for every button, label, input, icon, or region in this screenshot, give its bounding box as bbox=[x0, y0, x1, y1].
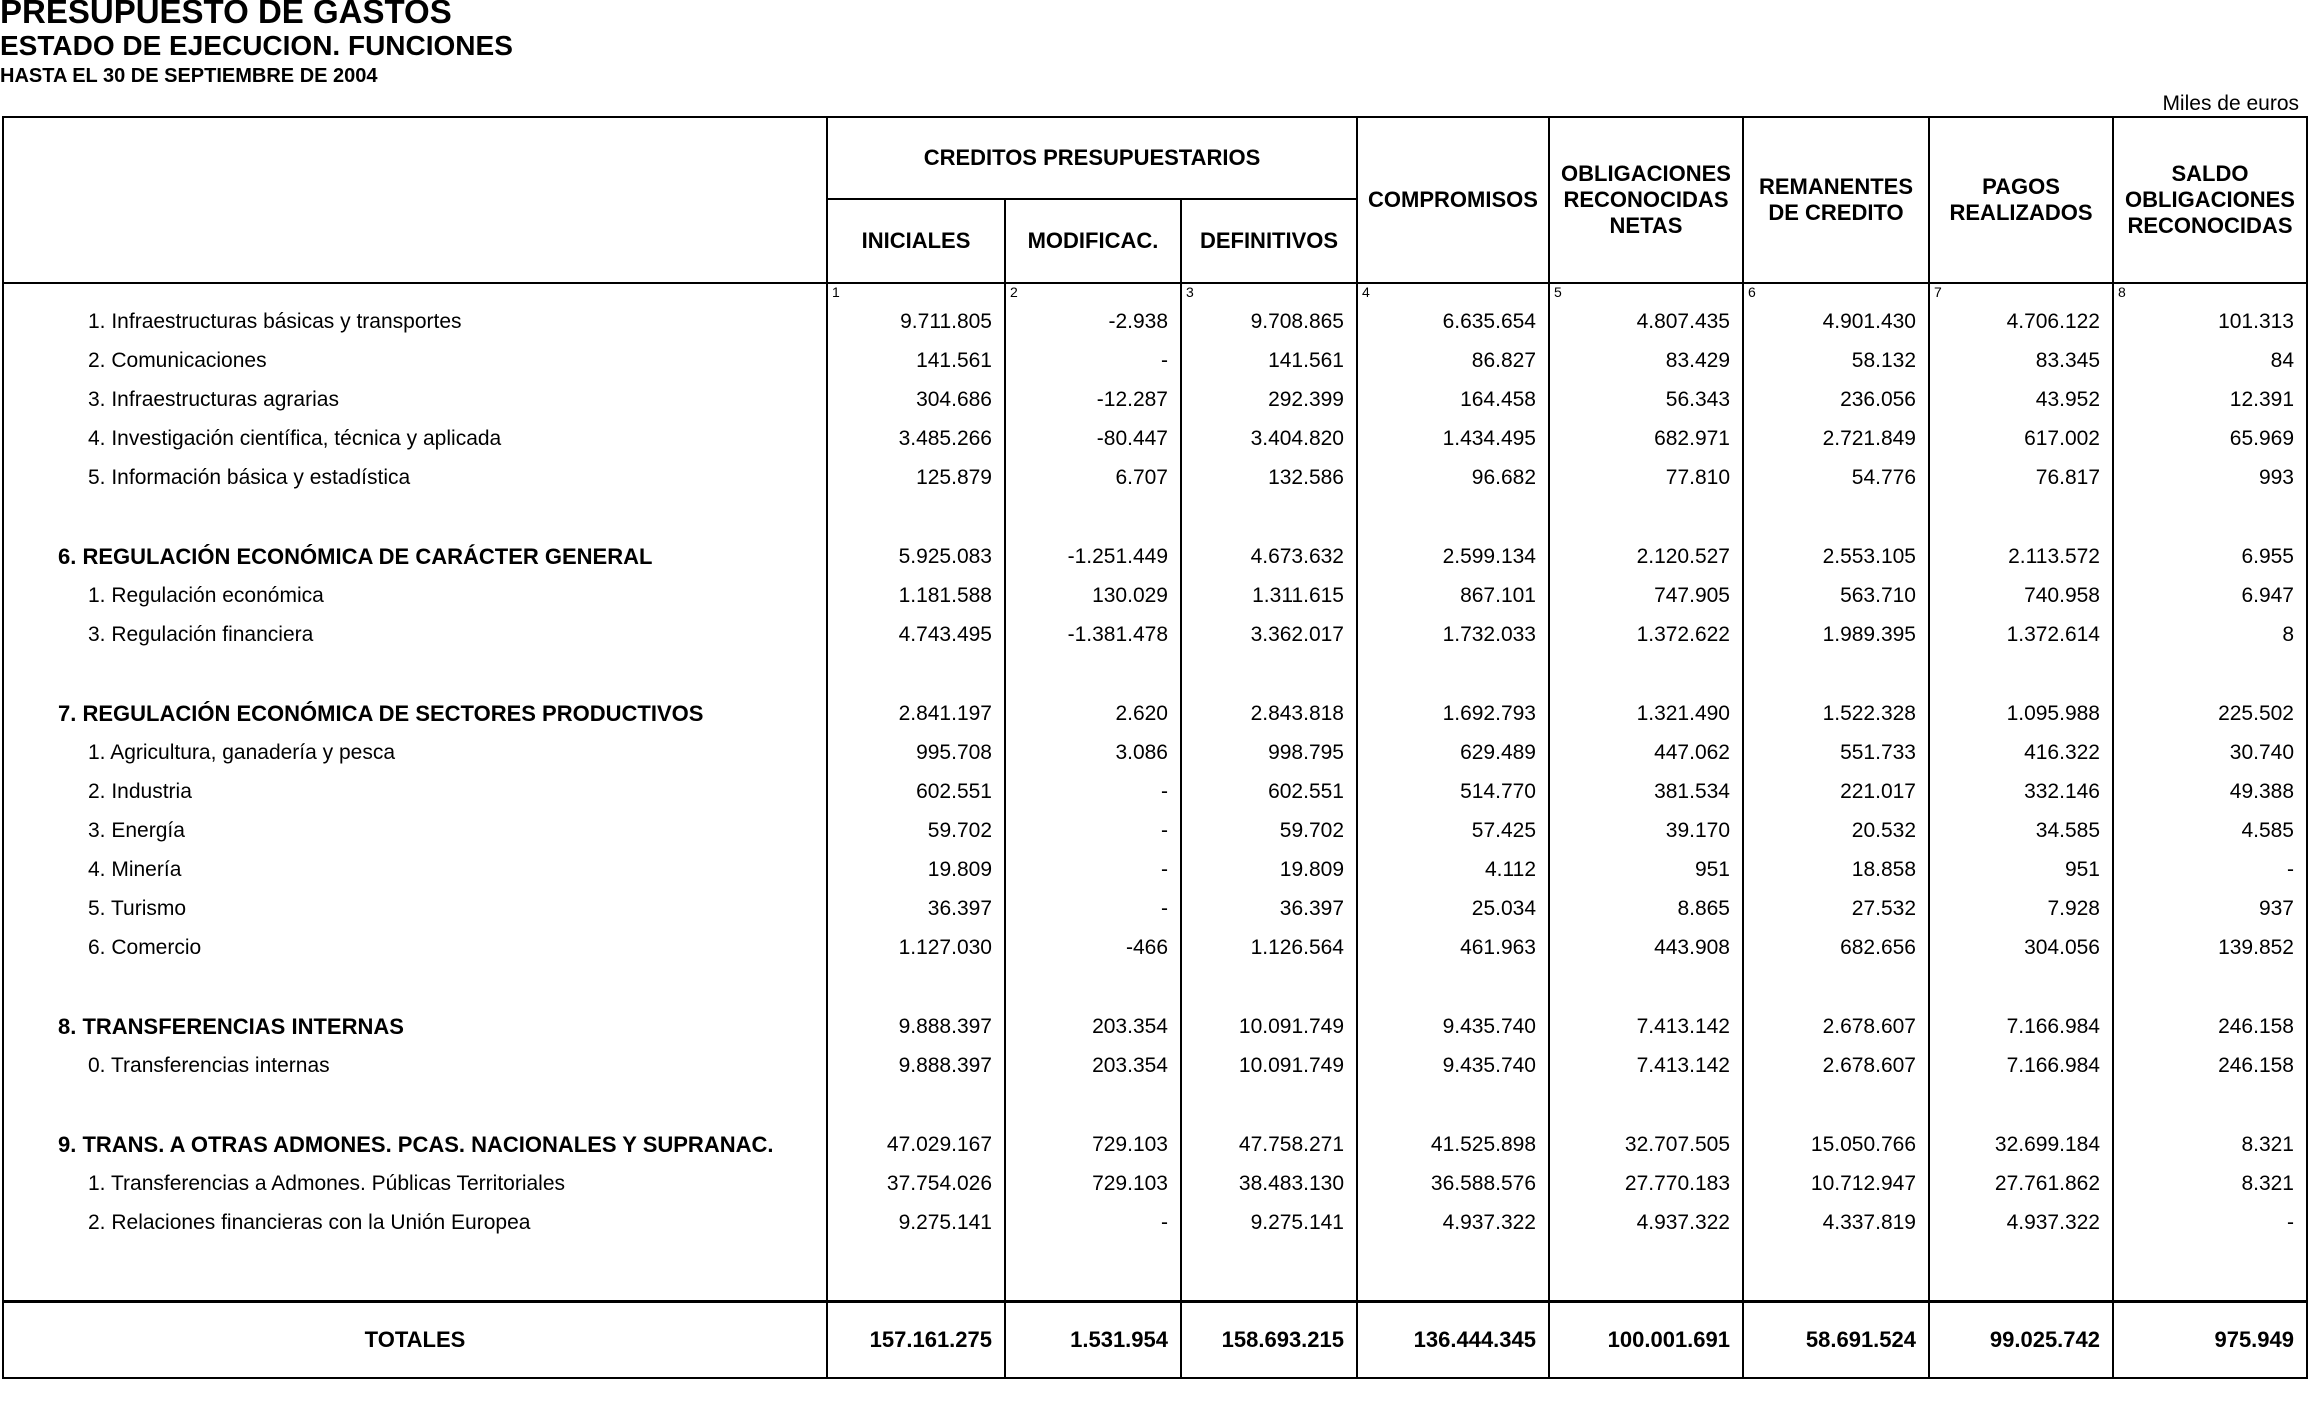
row-label: 3. Energía bbox=[3, 811, 827, 850]
value-cell: 38.483.130 bbox=[1181, 1164, 1357, 1203]
spacer-cell bbox=[1549, 1085, 1743, 1125]
value-cell: 30.740 bbox=[2113, 733, 2307, 772]
row-label: 4. Minería bbox=[3, 850, 827, 889]
value-cell: 629.489 bbox=[1357, 733, 1549, 772]
column-index: 1 bbox=[827, 283, 1005, 302]
value-cell: 18.858 bbox=[1743, 850, 1929, 889]
spacer-cell bbox=[827, 497, 1005, 537]
value-cell: 740.958 bbox=[1929, 576, 2113, 615]
table-row bbox=[3, 302, 2307, 341]
value-cell: 59.702 bbox=[1181, 811, 1357, 850]
spacer-cell bbox=[1549, 967, 1743, 1007]
spacer-row bbox=[3, 654, 2307, 694]
budget-table bbox=[2, 116, 2308, 1379]
header-modificac: MODIFICAC. bbox=[1005, 199, 1181, 283]
value-cell: 19.809 bbox=[1181, 850, 1357, 889]
total-cell: 1.531.954 bbox=[1005, 1302, 1181, 1379]
value-cell: 2.678.607 bbox=[1743, 1007, 1929, 1046]
spacer-cell bbox=[827, 1085, 1005, 1125]
value-cell: 3.404.820 bbox=[1181, 419, 1357, 458]
header-creditos: CREDITOS PRESUPUESTARIOS bbox=[827, 117, 1357, 199]
value-cell: 9.435.740 bbox=[1357, 1007, 1549, 1046]
value-cell: 101.313 bbox=[2113, 302, 2307, 341]
value-cell: 4.585 bbox=[2113, 811, 2307, 850]
row-label: 6. Comercio bbox=[3, 928, 827, 967]
spacer-cell bbox=[3, 967, 827, 1007]
value-cell: 747.905 bbox=[1549, 576, 1743, 615]
column-index-row bbox=[3, 283, 2307, 302]
value-cell: 39.170 bbox=[1549, 811, 1743, 850]
spacer-row bbox=[3, 1085, 2307, 1125]
value-cell: 292.399 bbox=[1181, 380, 1357, 419]
value-cell: 443.908 bbox=[1549, 928, 1743, 967]
value-cell: 1.321.490 bbox=[1549, 694, 1743, 733]
table-row bbox=[3, 419, 2307, 458]
value-cell: 125.879 bbox=[827, 458, 1005, 497]
value-cell: 34.585 bbox=[1929, 811, 2113, 850]
table-row bbox=[3, 850, 2307, 889]
table-row bbox=[3, 1125, 2307, 1164]
spacer-cell bbox=[1181, 654, 1357, 694]
value-cell: 7.413.142 bbox=[1549, 1007, 1743, 1046]
value-cell: 682.971 bbox=[1549, 419, 1743, 458]
report-subtitle: ESTADO DE EJECUCION. FUNCIONES bbox=[0, 30, 513, 61]
table-row bbox=[3, 615, 2307, 654]
total-cell: 158.693.215 bbox=[1181, 1302, 1357, 1379]
value-cell: 47.029.167 bbox=[827, 1125, 1005, 1164]
value-cell: 8.865 bbox=[1549, 889, 1743, 928]
value-cell: 9.888.397 bbox=[827, 1046, 1005, 1085]
value-cell: 3.485.266 bbox=[827, 419, 1005, 458]
table-row bbox=[3, 1046, 2307, 1085]
value-cell: 1.372.614 bbox=[1929, 615, 2113, 654]
spacer-cell bbox=[1743, 1085, 1929, 1125]
value-cell: 2.721.849 bbox=[1743, 419, 1929, 458]
value-cell: -12.287 bbox=[1005, 380, 1181, 419]
value-cell: 1.692.793 bbox=[1357, 694, 1549, 733]
value-cell: 43.952 bbox=[1929, 380, 2113, 419]
value-cell: 4.112 bbox=[1357, 850, 1549, 889]
value-cell: 96.682 bbox=[1357, 458, 1549, 497]
value-cell: 993 bbox=[2113, 458, 2307, 497]
value-cell: - bbox=[1005, 889, 1181, 928]
value-cell: 1.732.033 bbox=[1357, 615, 1549, 654]
column-index-blank bbox=[3, 283, 827, 302]
units-label: Miles de euros bbox=[2162, 92, 2299, 115]
value-cell: 36.397 bbox=[1181, 889, 1357, 928]
column-index: 6 bbox=[1743, 283, 1929, 302]
value-cell: 203.354 bbox=[1005, 1007, 1181, 1046]
row-label: 0. Transferencias internas bbox=[3, 1046, 827, 1085]
value-cell: 132.586 bbox=[1181, 458, 1357, 497]
value-cell: 4.937.322 bbox=[1549, 1203, 1743, 1242]
value-cell: 27.761.862 bbox=[1929, 1164, 2113, 1203]
value-cell: 84 bbox=[2113, 341, 2307, 380]
total-cell: 100.001.691 bbox=[1549, 1302, 1743, 1379]
value-cell: 3.086 bbox=[1005, 733, 1181, 772]
row-label: 5. Información básica y estadística bbox=[3, 458, 827, 497]
spacer-cell bbox=[1005, 967, 1181, 1007]
column-index: 5 bbox=[1549, 283, 1743, 302]
value-cell: 9.711.805 bbox=[827, 302, 1005, 341]
table-row bbox=[3, 380, 2307, 419]
value-cell: 304.056 bbox=[1929, 928, 2113, 967]
value-cell: - bbox=[1005, 811, 1181, 850]
value-cell: 7.413.142 bbox=[1549, 1046, 1743, 1085]
value-cell: - bbox=[1005, 1203, 1181, 1242]
value-cell: 1.434.495 bbox=[1357, 419, 1549, 458]
value-cell: 83.345 bbox=[1929, 341, 2113, 380]
column-index: 7 bbox=[1929, 283, 2113, 302]
spacer-cell bbox=[2113, 654, 2307, 694]
spacer-cell bbox=[1929, 967, 2113, 1007]
value-cell: 41.525.898 bbox=[1357, 1125, 1549, 1164]
value-cell: 5.925.083 bbox=[827, 537, 1005, 576]
value-cell: 682.656 bbox=[1743, 928, 1929, 967]
value-cell: 7.166.984 bbox=[1929, 1007, 2113, 1046]
value-cell: 36.588.576 bbox=[1357, 1164, 1549, 1203]
value-cell: 461.963 bbox=[1357, 928, 1549, 967]
value-cell: 10.091.749 bbox=[1181, 1007, 1357, 1046]
value-cell: 25.034 bbox=[1357, 889, 1549, 928]
value-cell: 1.126.564 bbox=[1181, 928, 1357, 967]
value-cell: 2.620 bbox=[1005, 694, 1181, 733]
header-obligaciones: OBLIGACIONES RECONOCIDAS NETAS bbox=[1549, 117, 1743, 283]
value-cell: 27.532 bbox=[1743, 889, 1929, 928]
value-cell: 139.852 bbox=[2113, 928, 2307, 967]
value-cell: 602.551 bbox=[827, 772, 1005, 811]
spacer-cell bbox=[827, 1242, 1005, 1302]
value-cell: 304.686 bbox=[827, 380, 1005, 419]
value-cell: 77.810 bbox=[1549, 458, 1743, 497]
table-row bbox=[3, 1007, 2307, 1046]
spacer-cell bbox=[1181, 967, 1357, 1007]
header-saldo: SALDO OBLIGACIONES RECONOCIDAS bbox=[2113, 117, 2307, 283]
spacer-cell bbox=[827, 967, 1005, 1007]
value-cell: 130.029 bbox=[1005, 576, 1181, 615]
total-cell: 157.161.275 bbox=[827, 1302, 1005, 1379]
value-cell: 998.795 bbox=[1181, 733, 1357, 772]
spacer-cell bbox=[1743, 1242, 1929, 1302]
value-cell: - bbox=[1005, 850, 1181, 889]
value-cell: 246.158 bbox=[2113, 1007, 2307, 1046]
value-cell: 6.947 bbox=[2113, 576, 2307, 615]
value-cell: 65.969 bbox=[2113, 419, 2307, 458]
value-cell: 2.113.572 bbox=[1929, 537, 2113, 576]
value-cell: 9.888.397 bbox=[827, 1007, 1005, 1046]
value-cell: 9.435.740 bbox=[1357, 1046, 1549, 1085]
value-cell: 729.103 bbox=[1005, 1164, 1181, 1203]
total-cell: 136.444.345 bbox=[1357, 1302, 1549, 1379]
header-remanentes: REMANENTES DE CREDITO bbox=[1743, 117, 1929, 283]
spacer-cell bbox=[3, 1085, 827, 1125]
value-cell: 37.754.026 bbox=[827, 1164, 1005, 1203]
spacer-cell bbox=[2113, 497, 2307, 537]
value-cell: - bbox=[2113, 850, 2307, 889]
value-cell: 32.699.184 bbox=[1929, 1125, 2113, 1164]
value-cell: 1.522.328 bbox=[1743, 694, 1929, 733]
row-label: 1. Regulación económica bbox=[3, 576, 827, 615]
header-iniciales: INICIALES bbox=[827, 199, 1005, 283]
value-cell: 9.275.141 bbox=[827, 1203, 1005, 1242]
value-cell: 1.181.588 bbox=[827, 576, 1005, 615]
value-cell: 9.708.865 bbox=[1181, 302, 1357, 341]
spacer-row bbox=[3, 1242, 2307, 1302]
value-cell: 1.372.622 bbox=[1549, 615, 1743, 654]
table-row bbox=[3, 889, 2307, 928]
value-cell: 203.354 bbox=[1005, 1046, 1181, 1085]
value-cell: 236.056 bbox=[1743, 380, 1929, 419]
value-cell: 20.532 bbox=[1743, 811, 1929, 850]
row-label: 3. Regulación financiera bbox=[3, 615, 827, 654]
value-cell: 12.391 bbox=[2113, 380, 2307, 419]
spacer-cell bbox=[3, 654, 827, 694]
header-blank bbox=[3, 117, 827, 283]
value-cell: 6.955 bbox=[2113, 537, 2307, 576]
spacer-cell bbox=[1743, 967, 1929, 1007]
value-cell: -1.251.449 bbox=[1005, 537, 1181, 576]
spacer-cell bbox=[1005, 654, 1181, 694]
value-cell: -2.938 bbox=[1005, 302, 1181, 341]
spacer-cell bbox=[1181, 1242, 1357, 1302]
group-label: 9. TRANS. A OTRAS ADMONES. PCAS. NACIONALES Y SUPRANAC. bbox=[3, 1125, 827, 1164]
value-cell: 141.561 bbox=[827, 341, 1005, 380]
row-label: 4. Investigación científica, técnica y aplicada bbox=[3, 419, 827, 458]
value-cell: 4.673.632 bbox=[1181, 537, 1357, 576]
value-cell: 4.807.435 bbox=[1549, 302, 1743, 341]
value-cell: 6.707 bbox=[1005, 458, 1181, 497]
spacer-cell bbox=[827, 654, 1005, 694]
value-cell: 2.553.105 bbox=[1743, 537, 1929, 576]
column-index: 2 bbox=[1005, 283, 1181, 302]
column-index: 4 bbox=[1357, 283, 1549, 302]
value-cell: -466 bbox=[1005, 928, 1181, 967]
table-row bbox=[3, 811, 2307, 850]
value-cell: 1.095.988 bbox=[1929, 694, 2113, 733]
table-row bbox=[3, 1203, 2307, 1242]
spacer-cell bbox=[2113, 1085, 2307, 1125]
value-cell: 2.120.527 bbox=[1549, 537, 1743, 576]
spacer-cell bbox=[1929, 1085, 2113, 1125]
value-cell: 7.166.984 bbox=[1929, 1046, 2113, 1085]
spacer-cell bbox=[1743, 654, 1929, 694]
table-row bbox=[3, 576, 2307, 615]
value-cell: 416.322 bbox=[1929, 733, 2113, 772]
group-label: 8. TRANSFERENCIAS INTERNAS bbox=[3, 1007, 827, 1046]
row-label: 1. Infraestructuras básicas y transportes bbox=[3, 302, 827, 341]
spacer-cell bbox=[1743, 497, 1929, 537]
value-cell: 7.928 bbox=[1929, 889, 2113, 928]
row-label: 2. Relaciones financieras con la Unión Europea bbox=[3, 1203, 827, 1242]
value-cell: 563.710 bbox=[1743, 576, 1929, 615]
value-cell: 381.534 bbox=[1549, 772, 1743, 811]
spacer-cell bbox=[2113, 1242, 2307, 1302]
value-cell: 4.706.122 bbox=[1929, 302, 2113, 341]
table-row bbox=[3, 458, 2307, 497]
value-cell: 83.429 bbox=[1549, 341, 1743, 380]
value-cell: 867.101 bbox=[1357, 576, 1549, 615]
value-cell: 8.321 bbox=[2113, 1125, 2307, 1164]
value-cell: 1.311.615 bbox=[1181, 576, 1357, 615]
value-cell: 951 bbox=[1929, 850, 2113, 889]
totals-row bbox=[3, 1302, 2307, 1379]
value-cell: 164.458 bbox=[1357, 380, 1549, 419]
value-cell: 246.158 bbox=[2113, 1046, 2307, 1085]
header-compromisos: COMPROMISOS bbox=[1357, 117, 1549, 283]
spacer-cell bbox=[1549, 1242, 1743, 1302]
value-cell: 10.712.947 bbox=[1743, 1164, 1929, 1203]
column-index: 3 bbox=[1181, 283, 1357, 302]
value-cell: -1.381.478 bbox=[1005, 615, 1181, 654]
value-cell: - bbox=[1005, 772, 1181, 811]
value-cell: 36.397 bbox=[827, 889, 1005, 928]
value-cell: 1.989.395 bbox=[1743, 615, 1929, 654]
value-cell: 332.146 bbox=[1929, 772, 2113, 811]
value-cell: 56.343 bbox=[1549, 380, 1743, 419]
value-cell: 937 bbox=[2113, 889, 2307, 928]
value-cell: 2.843.818 bbox=[1181, 694, 1357, 733]
table-row bbox=[3, 694, 2307, 733]
value-cell: 4.901.430 bbox=[1743, 302, 1929, 341]
value-cell: 27.770.183 bbox=[1549, 1164, 1743, 1203]
value-cell: 2.599.134 bbox=[1357, 537, 1549, 576]
value-cell: - bbox=[1005, 341, 1181, 380]
value-cell: 1.127.030 bbox=[827, 928, 1005, 967]
value-cell: 47.758.271 bbox=[1181, 1125, 1357, 1164]
value-cell: 10.091.749 bbox=[1181, 1046, 1357, 1085]
spacer-cell bbox=[1357, 654, 1549, 694]
total-cell: 99.025.742 bbox=[1929, 1302, 2113, 1379]
total-cell: 975.949 bbox=[2113, 1302, 2307, 1379]
spacer-cell bbox=[1181, 497, 1357, 537]
value-cell: 15.050.766 bbox=[1743, 1125, 1929, 1164]
spacer-cell bbox=[1005, 1242, 1181, 1302]
group-label: 7. REGULACIÓN ECONÓMICA DE SECTORES PRODUCTIVOS bbox=[3, 694, 827, 733]
value-cell: 2.841.197 bbox=[827, 694, 1005, 733]
value-cell: 447.062 bbox=[1549, 733, 1743, 772]
row-label: 2. Industria bbox=[3, 772, 827, 811]
spacer-cell bbox=[2113, 967, 2307, 1007]
value-cell: 951 bbox=[1549, 850, 1743, 889]
value-cell: 225.502 bbox=[2113, 694, 2307, 733]
spacer-cell bbox=[1357, 497, 1549, 537]
spacer-cell bbox=[3, 1242, 827, 1302]
value-cell: - bbox=[2113, 1203, 2307, 1242]
value-cell: 57.425 bbox=[1357, 811, 1549, 850]
table-row bbox=[3, 1164, 2307, 1203]
report-date: HASTA EL 30 DE SEPTIEMBRE DE 2004 bbox=[0, 65, 378, 87]
value-cell: 49.388 bbox=[2113, 772, 2307, 811]
value-cell: 141.561 bbox=[1181, 341, 1357, 380]
value-cell: 76.817 bbox=[1929, 458, 2113, 497]
value-cell: -80.447 bbox=[1005, 419, 1181, 458]
header-pagos: PAGOS REALIZADOS bbox=[1929, 117, 2113, 283]
value-cell: 58.132 bbox=[1743, 341, 1929, 380]
value-cell: 602.551 bbox=[1181, 772, 1357, 811]
spacer-cell bbox=[1357, 1242, 1549, 1302]
row-label: 1. Agricultura, ganadería y pesca bbox=[3, 733, 827, 772]
value-cell: 729.103 bbox=[1005, 1125, 1181, 1164]
spacer-row bbox=[3, 497, 2307, 537]
value-cell: 6.635.654 bbox=[1357, 302, 1549, 341]
row-label: 5. Turismo bbox=[3, 889, 827, 928]
value-cell: 54.776 bbox=[1743, 458, 1929, 497]
value-cell: 8.321 bbox=[2113, 1164, 2307, 1203]
spacer-cell bbox=[1929, 1242, 2113, 1302]
column-index: 8 bbox=[2113, 283, 2307, 302]
value-cell: 4.937.322 bbox=[1357, 1203, 1549, 1242]
spacer-cell bbox=[1005, 497, 1181, 537]
group-label: 6. REGULACIÓN ECONÓMICA DE CARÁCTER GENERAL bbox=[3, 537, 827, 576]
spacer-cell bbox=[1005, 1085, 1181, 1125]
value-cell: 3.362.017 bbox=[1181, 615, 1357, 654]
value-cell: 551.733 bbox=[1743, 733, 1929, 772]
value-cell: 32.707.505 bbox=[1549, 1125, 1743, 1164]
spacer-cell bbox=[1549, 497, 1743, 537]
report-title: PRESUPUESTO DE GASTOS bbox=[0, 0, 452, 30]
spacer-cell bbox=[1549, 654, 1743, 694]
value-cell: 617.002 bbox=[1929, 419, 2113, 458]
row-label: 3. Infraestructuras agrarias bbox=[3, 380, 827, 419]
value-cell: 4.937.322 bbox=[1929, 1203, 2113, 1242]
row-label: 2. Comunicaciones bbox=[3, 341, 827, 380]
spacer-cell bbox=[1357, 967, 1549, 1007]
row-label: 1. Transferencias a Admones. Públicas Territoriales bbox=[3, 1164, 827, 1203]
table-row bbox=[3, 772, 2307, 811]
spacer-cell bbox=[1357, 1085, 1549, 1125]
value-cell: 4.337.819 bbox=[1743, 1203, 1929, 1242]
value-cell: 4.743.495 bbox=[827, 615, 1005, 654]
spacer-cell bbox=[1929, 497, 2113, 537]
table-row bbox=[3, 537, 2307, 576]
value-cell: 8 bbox=[2113, 615, 2307, 654]
spacer-cell bbox=[3, 497, 827, 537]
value-cell: 995.708 bbox=[827, 733, 1005, 772]
header-definitivos: DEFINITIVOS bbox=[1181, 199, 1357, 283]
table-row bbox=[3, 733, 2307, 772]
table-row bbox=[3, 928, 2307, 967]
value-cell: 514.770 bbox=[1357, 772, 1549, 811]
value-cell: 2.678.607 bbox=[1743, 1046, 1929, 1085]
totals-label: TOTALES bbox=[3, 1302, 827, 1379]
value-cell: 9.275.141 bbox=[1181, 1203, 1357, 1242]
table-row bbox=[3, 341, 2307, 380]
value-cell: 86.827 bbox=[1357, 341, 1549, 380]
spacer-cell bbox=[1929, 654, 2113, 694]
spacer-row bbox=[3, 967, 2307, 1007]
value-cell: 59.702 bbox=[827, 811, 1005, 850]
value-cell: 19.809 bbox=[827, 850, 1005, 889]
total-cell: 58.691.524 bbox=[1743, 1302, 1929, 1379]
spacer-cell bbox=[1181, 1085, 1357, 1125]
value-cell: 221.017 bbox=[1743, 772, 1929, 811]
header-row-1 bbox=[3, 117, 2307, 199]
